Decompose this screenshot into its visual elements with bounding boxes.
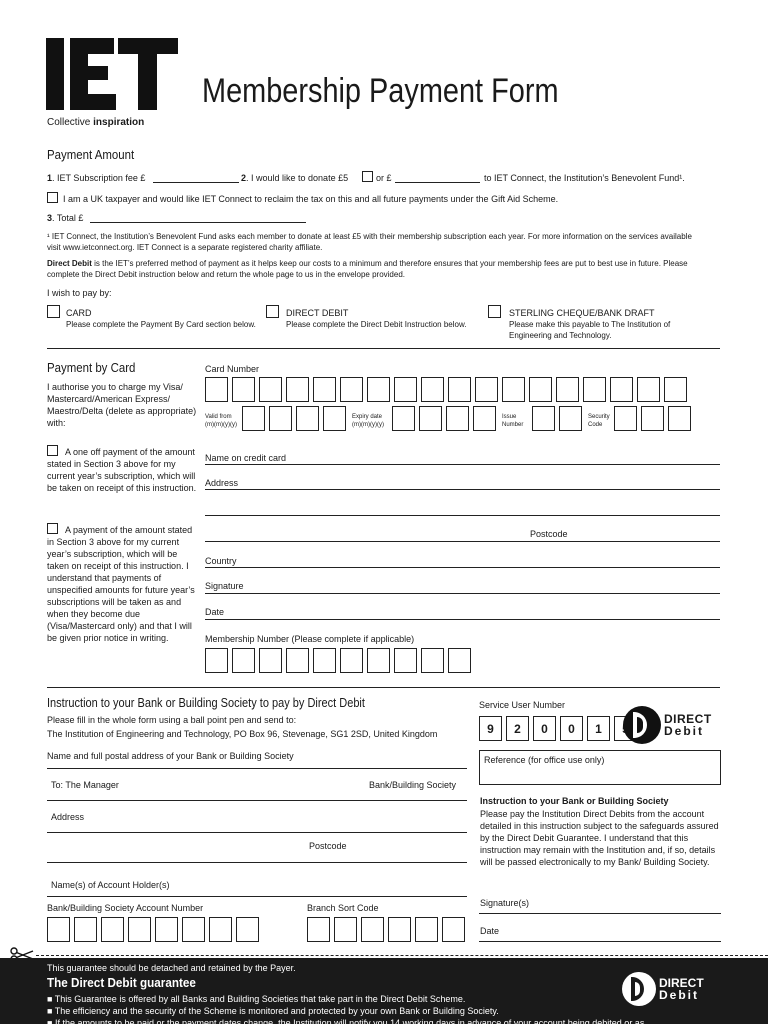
digit-box[interactable] xyxy=(340,377,363,402)
digit-box[interactable] xyxy=(610,377,633,402)
direct-debit-logo xyxy=(623,706,712,744)
guarantee-panel xyxy=(0,958,768,1028)
digit-box[interactable] xyxy=(313,377,336,402)
holders-label: Name(s) of Account Holder(s) xyxy=(51,880,170,890)
dd-address-label: Address xyxy=(51,812,85,822)
card-address-label: Address xyxy=(205,478,239,488)
sort-label: Branch Sort Code xyxy=(307,903,379,913)
digit-box[interactable] xyxy=(259,377,282,402)
card-postcode-field[interactable] xyxy=(205,541,720,542)
cheque-option-label: STERLING CHEQUE/BANK DRAFT xyxy=(509,308,655,318)
sun-digit: 1 xyxy=(587,716,610,741)
giftaid-checkbox[interactable] xyxy=(47,192,58,203)
card-option-note: Please complete the Payment By Card section below. xyxy=(66,320,256,329)
account-boxes[interactable] xyxy=(47,917,259,942)
country-field[interactable] xyxy=(205,567,720,568)
digit-box[interactable] xyxy=(182,917,205,942)
digit-box[interactable] xyxy=(394,377,417,402)
card-address-field-2[interactable] xyxy=(205,515,720,516)
dd-postcode-field[interactable] xyxy=(47,862,467,863)
n1: 1 xyxy=(47,173,53,183)
dd-date-field[interactable] xyxy=(479,941,721,942)
g-dd-logo-b: Debit xyxy=(659,988,699,1002)
security-label xyxy=(588,413,610,429)
holders-field[interactable] xyxy=(47,896,467,897)
dd-note-text: is the IET’s preferred method of payment as it helps keep our costs to a minimum and therefore ensures that your membership fees are put to best use in future. Please complete the Direct Debit instruction below and return the whole page to us in the envelope provided. xyxy=(47,259,688,279)
issue-text-2: Number xyxy=(502,422,524,428)
guarantee-heading: The Direct Debit guarantee xyxy=(47,975,196,990)
digit-box[interactable] xyxy=(259,648,282,673)
digit-box[interactable] xyxy=(286,377,309,402)
cheque-checkbox[interactable] xyxy=(488,305,501,318)
guarantee-item xyxy=(47,1005,499,1017)
n3: 3 xyxy=(47,213,53,223)
digit-box[interactable] xyxy=(323,406,346,431)
donate-label: . I would like to donate £5 xyxy=(246,173,349,183)
valid-from-boxes[interactable] xyxy=(242,406,346,431)
sun-digit: 0 xyxy=(560,716,583,741)
security-text: Security xyxy=(588,414,610,420)
card-address-field-1[interactable] xyxy=(205,489,720,490)
digit-box[interactable] xyxy=(529,377,552,402)
dd-heading: Instruction to your Bank or Building Society to pay by Direct Debit xyxy=(47,696,365,710)
digit-box[interactable] xyxy=(74,917,97,942)
dd-send-address: The Institution of Engineering and Technology, PO Box 96, Stevenage, SG1 2SD, United Kingdom xyxy=(47,729,438,739)
dd-logo-b: Debit xyxy=(664,724,704,738)
digit-box[interactable] xyxy=(415,917,438,942)
sun-digit: 2 xyxy=(506,716,529,741)
card-date-field[interactable] xyxy=(205,619,720,620)
sun-label: Service User Number xyxy=(479,700,566,710)
dd-note xyxy=(47,258,709,280)
giftaid-label: I am a UK taxpayer and would like IET Connect to reclaim the tax on this and all future payments under the Gift Aid Scheme. xyxy=(63,194,559,204)
digit-box[interactable] xyxy=(313,648,336,673)
digit-box[interactable] xyxy=(367,648,390,673)
dd-option-note: Please complete the Direct Debit Instruction below. xyxy=(286,320,467,329)
dd-logo-a: DIRECT xyxy=(664,712,712,726)
digit-box[interactable] xyxy=(340,648,363,673)
digit-box[interactable] xyxy=(668,406,691,431)
digit-box[interactable] xyxy=(367,377,390,402)
total-line xyxy=(47,212,83,224)
digit-box[interactable] xyxy=(614,406,637,431)
digit-box[interactable] xyxy=(556,377,579,402)
digit-box[interactable] xyxy=(664,377,687,402)
instr-text: Please pay the Institution Direct Debits from the account detailed in this instruction subject to the safeguards assured by the Direct Debit Guarantee. I understand that this instruction may remain with the Institution and, if so, details will be passed electronically to my Bank/ Building Society. xyxy=(480,809,719,867)
to-manager-label: To: The Manager xyxy=(51,780,119,790)
digit-box[interactable] xyxy=(502,377,525,402)
bullet-icon: ■ xyxy=(47,1018,53,1028)
bullet-icon: ■ xyxy=(47,1006,53,1016)
guarantee-dd-logo xyxy=(622,972,704,1006)
valid-from-fmt: (m)(m)(y)(y) xyxy=(205,422,237,428)
page-title: Membership Payment Form xyxy=(202,72,559,110)
authorise-text: I authorise you to charge my Visa/ Mastercard/American Express/ Maestro/Delta (delete as appropriate) with: xyxy=(47,382,197,428)
digit-box[interactable] xyxy=(641,406,664,431)
issue-boxes[interactable] xyxy=(532,406,582,431)
tagline-b: inspiration xyxy=(93,117,145,128)
digit-box[interactable] xyxy=(101,917,124,942)
valid-from-label xyxy=(205,413,237,429)
digit-box[interactable] xyxy=(209,917,232,942)
donate-other-field[interactable] xyxy=(395,182,480,183)
digit-box[interactable] xyxy=(361,917,384,942)
expiry-text: Expiry date xyxy=(352,414,383,420)
card-signature-field[interactable] xyxy=(205,593,720,594)
reference-label: Reference (for office use only) xyxy=(484,755,605,765)
digit-box[interactable] xyxy=(442,917,465,942)
digit-box[interactable] xyxy=(307,917,330,942)
guarantee-item xyxy=(47,1017,707,1029)
ietconnect-label: to IET Connect, the Institution’s Benevolent Fund¹. xyxy=(484,173,685,183)
iet-logo xyxy=(46,36,181,112)
fee-label: . IET Subscription fee £ xyxy=(52,173,146,183)
reference-box[interactable] xyxy=(479,750,721,785)
guarantee-item xyxy=(47,993,465,1005)
cut-line xyxy=(36,955,768,956)
dd-postcode-label: Postcode xyxy=(309,841,347,851)
card-date-label: Date xyxy=(205,607,225,617)
instr-heading: Instruction to your Bank or Building Society xyxy=(480,796,669,806)
or-label: or £ xyxy=(376,173,392,183)
card-postcode-label: Postcode xyxy=(530,529,568,539)
dd-note-bold: Direct Debit xyxy=(47,259,92,268)
digit-box[interactable] xyxy=(388,917,411,942)
direct-debit-checkbox[interactable] xyxy=(266,305,279,318)
expiry-fmt: (m)(m)(y)(y) xyxy=(352,422,384,428)
digit-box[interactable] xyxy=(475,377,498,402)
sun-digit: 9 xyxy=(479,716,502,741)
sort-code-boxes[interactable] xyxy=(307,917,465,942)
guarantee-item-text: This Guarantee is offered by all Banks and Building Societies that take part in the Direct Debit Scheme. xyxy=(54,994,466,1004)
dd-name-addr-label: Name and full postal address of your Bank or Building Society xyxy=(47,751,294,761)
detach-text: This guarantee should be detached and retained by the Payer. xyxy=(47,963,296,973)
country-label: Country xyxy=(205,556,237,566)
donate-line xyxy=(241,172,348,184)
guarantee-item-text: The efficiency and the security of the Scheme is monitored and protected by your own Bank or Building Society. xyxy=(54,1006,499,1016)
dd-logo-word xyxy=(664,713,712,737)
dd-fill-text: Please fill in the whole form using a ball point pen and send to: xyxy=(47,715,297,725)
donate-5-checkbox[interactable] xyxy=(362,171,373,182)
iet-logo-mark xyxy=(46,36,180,112)
direct-debit-icon xyxy=(622,972,656,1006)
digit-box[interactable] xyxy=(269,406,292,431)
digit-box[interactable] xyxy=(286,648,309,673)
dd-signature-label: Signature(s) xyxy=(480,898,530,908)
payment-amount-heading: Payment Amount xyxy=(47,147,135,162)
account-label: Bank/Building Society Account Number xyxy=(47,903,204,913)
valid-from-text: Valid from xyxy=(205,414,232,420)
total-field[interactable] xyxy=(90,222,306,223)
issue-label xyxy=(502,413,523,429)
sun-digit: 0 xyxy=(533,716,556,741)
expiry-label xyxy=(352,413,384,429)
digit-box[interactable] xyxy=(205,377,228,402)
security-text-2: Code xyxy=(588,422,603,428)
logo-tagline xyxy=(47,117,144,128)
digit-box[interactable] xyxy=(637,377,660,402)
digit-box[interactable] xyxy=(232,648,255,673)
digit-box[interactable] xyxy=(583,377,606,402)
dd-date-label: Date xyxy=(480,926,500,936)
digit-box[interactable] xyxy=(559,406,582,431)
digit-box[interactable] xyxy=(47,917,70,942)
card-number-boxes[interactable] xyxy=(205,377,687,402)
recurring-text: A payment of the amount stated in Section 3 above for my current year’s subscription, which will be taken on receipt of this instruction. I understand that payments of unspecified amounts for future year’s subscriptions will be taken as and when they become due (Visa/Mastercard only) and that I will be given prior notice in writing. xyxy=(47,525,195,643)
digit-box[interactable] xyxy=(419,406,442,431)
name-on-card-field[interactable] xyxy=(205,464,720,465)
wish-label: I wish to pay by: xyxy=(47,288,112,298)
dd-line-top xyxy=(47,768,467,769)
expiry-boxes[interactable] xyxy=(392,406,496,431)
digit-box[interactable] xyxy=(232,377,255,402)
direct-debit-icon xyxy=(623,706,661,744)
digit-box[interactable] xyxy=(448,377,471,402)
digit-box[interactable] xyxy=(473,406,496,431)
issue-text: Issue xyxy=(502,414,517,420)
digit-box[interactable] xyxy=(392,406,415,431)
bank-label: Bank/Building Society xyxy=(369,780,457,790)
membership-label: Membership Number (Please complete if applicable) xyxy=(205,634,415,644)
digit-box[interactable] xyxy=(334,917,357,942)
subscription-fee-field[interactable] xyxy=(153,182,239,183)
bullet-icon: ■ xyxy=(47,994,53,1004)
name-on-card-label: Name on credit card xyxy=(205,453,287,463)
card-heading: Payment by Card xyxy=(47,360,136,375)
card-number-label: Card Number xyxy=(205,364,260,374)
digit-box[interactable] xyxy=(296,406,319,431)
divider-1 xyxy=(47,348,720,349)
bank-field[interactable] xyxy=(47,800,467,801)
cheque-option-note: Please make this payable to The Institution of Engineering and Technology. xyxy=(509,320,671,340)
digit-box[interactable] xyxy=(205,648,228,673)
n2: 2 xyxy=(241,173,247,183)
guarantee-item-text: If the amounts to be paid or the payment dates change, the Institution will notify you 14 working days in advance of your account being debited or as xyxy=(54,1018,645,1028)
dd-option-label: DIRECT DEBIT xyxy=(286,308,349,318)
g-dd-logo-a: DIRECT xyxy=(659,976,704,990)
digit-box[interactable] xyxy=(446,406,469,431)
card-option-label: CARD xyxy=(66,308,92,318)
footnote: ¹ IET Connect, the Institution’s Benevolent Fund asks each member to donate at least £5 with their membership subscription each year. For more information on the services available visit www.ietconnect.org. IET Connect is a separate registered charity affiliate. xyxy=(47,232,692,252)
tagline-a: Collective xyxy=(47,117,91,128)
digit-box[interactable] xyxy=(421,648,444,673)
subscription-line xyxy=(47,172,145,184)
card-checkbox[interactable] xyxy=(47,305,60,318)
digit-box[interactable] xyxy=(532,406,555,431)
guarantee-dd-word xyxy=(659,977,704,1001)
total-label: . Total £ xyxy=(52,213,84,223)
membership-boxes[interactable] xyxy=(205,648,471,673)
dd-address-field[interactable] xyxy=(47,832,467,833)
digit-box[interactable] xyxy=(155,917,178,942)
digit-box[interactable] xyxy=(394,648,417,673)
digit-box[interactable] xyxy=(242,406,265,431)
digit-box[interactable] xyxy=(421,377,444,402)
dd-signature-field[interactable] xyxy=(479,913,721,914)
one-off-text: A one off payment of the amount stated in Section 3 above for my current year’s subscription, which will be taken on receipt of this instruction. xyxy=(47,447,197,493)
digit-box[interactable] xyxy=(236,917,259,942)
digit-box[interactable] xyxy=(128,917,151,942)
digit-box[interactable] xyxy=(448,648,471,673)
card-signature-label: Signature xyxy=(205,581,244,591)
security-boxes[interactable] xyxy=(614,406,691,431)
sun-boxes xyxy=(479,716,637,741)
divider-2 xyxy=(47,687,720,688)
